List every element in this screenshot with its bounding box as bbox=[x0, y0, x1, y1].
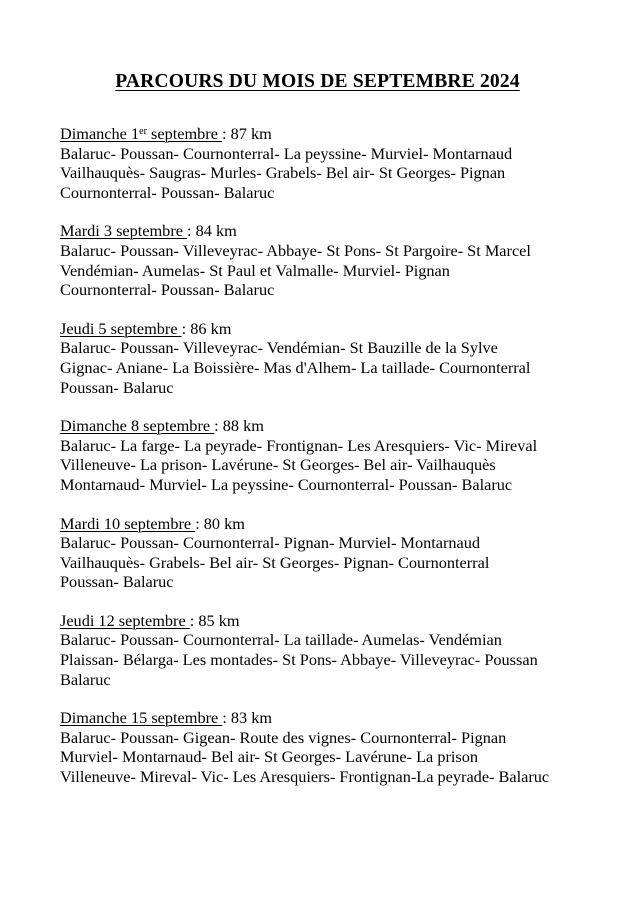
ride-entry-heading bbox=[60, 416, 605, 436]
ride-date-prefix: Jeudi 5 septembre bbox=[60, 318, 182, 338]
ride-date-prefix: Mardi 10 septembre bbox=[60, 513, 196, 533]
ride-route-line: Montarnaud- Murviel- La peyssine- Cournonterral- Poussan- Balaruc bbox=[60, 474, 513, 494]
ride-entry bbox=[60, 124, 605, 202]
ride-date-label bbox=[60, 708, 222, 727]
ride-date-label bbox=[60, 319, 182, 338]
ride-route-line: Poussan- Balaruc bbox=[60, 572, 174, 592]
ride-distance: : 83 km bbox=[222, 708, 273, 728]
ride-entry-heading bbox=[60, 221, 605, 241]
ride-entry bbox=[60, 416, 605, 494]
ride-route-line: Cournonterral- Poussan- Balaruc bbox=[60, 280, 275, 300]
ride-route-line: Poussan- Balaruc bbox=[60, 377, 174, 397]
ride-route-line: Plaissan- Bélarga- Les montades- St Pons- Abbaye- Villeveyrac- Poussan bbox=[60, 650, 538, 670]
ride-route-line: Balaruc- Poussan- Gigean- Route des vignes- Cournonterral- Pignan bbox=[60, 727, 507, 747]
ride-entry-heading bbox=[60, 319, 605, 339]
ride-route-line: Villeneuve- Mireval- Vic- Les Aresquiers- Frontignan-La peyrade- Balaruc bbox=[60, 767, 550, 787]
ride-date-label bbox=[60, 611, 190, 630]
ride-distance: : 88 km bbox=[214, 416, 264, 436]
ride-date-prefix: Dimanche 8 septembre bbox=[60, 416, 215, 436]
ride-entry bbox=[60, 221, 605, 299]
page-title-text: PARCOURS DU MOIS DE SEPTEMBRE 2024 bbox=[115, 71, 520, 93]
ride-route-line: Balaruc- Poussan- Villeveyrac- Vendémian- St Bauzille de la Sylve bbox=[60, 338, 498, 358]
ride-date-label bbox=[60, 416, 214, 435]
ride-entry-heading bbox=[60, 514, 605, 534]
ride-route-line: Vendémian- Aumelas- St Paul et Valmalle- Murviel- Pignan bbox=[60, 260, 450, 280]
ride-date-prefix: Dimanche 15 septembre bbox=[60, 708, 223, 728]
ride-date-label bbox=[60, 514, 195, 533]
ride-entry-heading bbox=[60, 611, 605, 631]
ride-distance: : 85 km bbox=[189, 610, 240, 630]
ride-date-label bbox=[60, 124, 222, 143]
ride-route-line: Murviel- Montarnaud- Bel air- St Georges- Lavérune- La prison bbox=[60, 747, 479, 767]
ride-route-line: Balaruc- Poussan- Cournonterral- La taillade- Aumelas- Vendémian bbox=[60, 630, 502, 650]
ride-date-ordinal-suffix: er bbox=[139, 126, 147, 138]
ride-date-prefix: Jeudi 12 septembre bbox=[60, 610, 190, 630]
ride-entry bbox=[60, 708, 605, 786]
ride-distance: : 87 km bbox=[222, 124, 272, 143]
ride-entry-heading bbox=[60, 708, 605, 728]
ride-entry-heading bbox=[60, 124, 605, 144]
ride-route-line: Gignac- Aniane- La Boissière- Mas d'Alhem- La taillade- Cournonterral bbox=[60, 357, 531, 377]
ride-route-line: Cournonterral- Poussan- Balaruc bbox=[60, 182, 275, 202]
ride-distance: : 80 km bbox=[195, 513, 245, 533]
ride-date-prefix: Mardi 3 septembre bbox=[60, 221, 188, 241]
ride-route-line: Vailhauquès- Saugras- Murles- Grabels- Bel air- St Georges- Pignan bbox=[60, 163, 506, 183]
ride-route-line: Balaruc- Poussan- Villeveyrac- Abbaye- St Pons- St Pargoire- St Marcel bbox=[60, 240, 531, 260]
ride-date-suffix: septembre bbox=[146, 124, 223, 143]
ride-route-line: Balaruc- La farge- La peyrade- Frontignan- Les Aresquiers- Vic- Mireval bbox=[60, 435, 538, 455]
ride-route-line: Balaruc- Poussan- Cournonterral- Pignan- Murviel- Montarnaud bbox=[60, 533, 481, 553]
ride-route-line: Vailhauquès- Grabels- Bel air- St Georges- Pignan- Cournonterral bbox=[60, 552, 490, 572]
ride-entry bbox=[60, 611, 605, 689]
ride-entry bbox=[60, 319, 605, 397]
ride-route-line: Villeneuve- La prison- Lavérune- St Georges- Bel air- Vailhauquès bbox=[60, 455, 496, 475]
ride-route-line: Balaruc bbox=[60, 669, 111, 689]
ride-entry bbox=[60, 514, 605, 592]
ride-entry-list bbox=[60, 124, 605, 787]
ride-date-prefix: Dimanche 1 bbox=[60, 124, 140, 143]
ride-distance: : 84 km bbox=[187, 221, 237, 241]
ride-route-line: Balaruc- Poussan- Cournonterral- La peyssine- Murviel- Montarnaud bbox=[60, 143, 513, 163]
page-title bbox=[0, 70, 635, 94]
ride-date-label bbox=[60, 221, 187, 240]
ride-distance: : 86 km bbox=[181, 318, 232, 338]
